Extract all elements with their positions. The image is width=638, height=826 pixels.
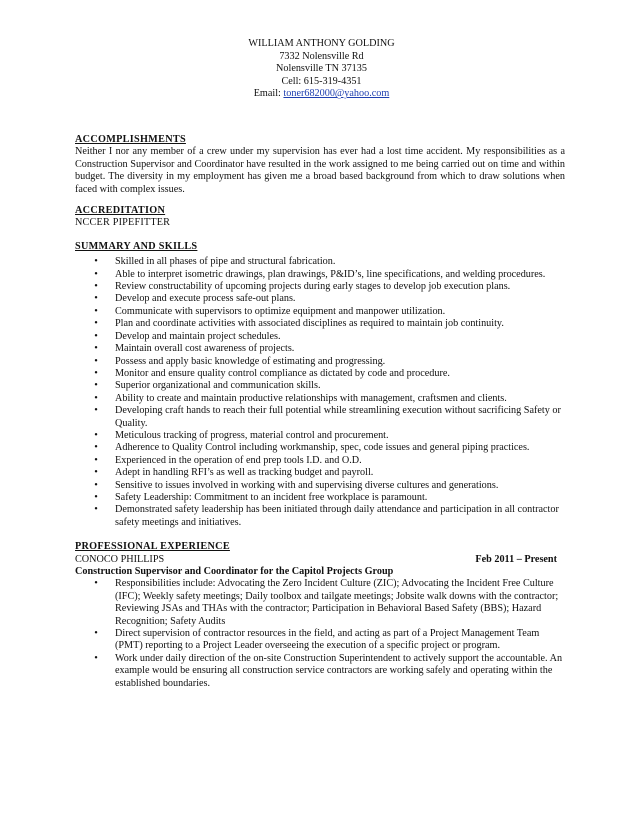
bullet-icon: •	[94, 392, 98, 404]
skills-list	[75, 256, 565, 529]
bullet-icon: •	[94, 628, 98, 640]
list-item: • Work under daily direction of the on-site Construction Superintendent to actively support the accountable. An example would be ensuring all construction service contractors are working safely and operating within the established boundaries.	[75, 653, 565, 690]
street-address: 7332 Nolensville Rd	[279, 50, 364, 62]
job-duties-list	[75, 578, 565, 690]
bullet-icon: •	[94, 330, 98, 342]
list-item: • Monitor and ensure quality control compliance as dictated by code and procedure.	[75, 368, 565, 380]
list-item: • Safety Leadership: Commitment to an incident free workplace is paramount.	[75, 492, 565, 504]
list-item: • Skilled in all phases of pipe and structural fabrication.	[75, 256, 565, 268]
list-item: • Maintain overall cost awareness of projects.	[75, 343, 565, 355]
list-item: • Responsibilities include: Advocating the Zero Incident Culture (ZIC); Advocating the Incident Free Culture (IFC); Weekly safety meetings; Daily toolbox and tailgate meetings; Jobsite walk downs with the contractor; Reviewing JSAs and THAs with the contractor; Participation in Behavioral Based Safety (BBS); Hazard Recognition; Safety Audits	[75, 578, 565, 628]
bullet-icon: •	[94, 305, 98, 317]
accreditation-text: NCCER PIPEFITTER	[75, 217, 171, 229]
bullet-icon: •	[94, 380, 98, 392]
applicant-name: WILLIAM ANTHONY GOLDING	[248, 38, 395, 49]
list-item: • Developing craft hands to reach their full potential while streamlining execution without sacrificing Safety or Quality.	[75, 405, 565, 430]
email-line	[0, 88, 638, 101]
job-title: Construction Supervisor and Coordinator for the Capitol Projects Group	[75, 566, 394, 577]
list-item: • Develop and maintain project schedules.	[75, 331, 565, 343]
bullet-icon: •	[94, 442, 98, 454]
list-item: • Plan and coordinate activities with associated disciplines as required to maintain job continuity.	[75, 318, 565, 330]
cell-phone: Cell: 615-319-4351	[281, 75, 362, 87]
list-item: • Meticulous tracking of progress, material control and procurement.	[75, 430, 565, 442]
bullet-icon: •	[94, 343, 98, 355]
bullet-icon: •	[94, 454, 98, 466]
list-item: • Communicate with supervisors to optimize equipment and manpower utilization.	[75, 306, 565, 318]
bullet-icon: •	[94, 318, 98, 330]
company-name: CONOCO PHILLIPS	[75, 553, 165, 565]
bullet-icon: •	[94, 491, 98, 503]
resume-body	[75, 134, 565, 690]
bullet-icon: •	[94, 256, 98, 268]
accreditation-heading: ACCREDITATION	[75, 205, 166, 217]
bullet-icon: •	[94, 467, 98, 479]
list-item: • Review constructability of upcoming projects during early stages to develop job execution plans.	[75, 281, 565, 293]
bullet-icon: •	[94, 479, 98, 491]
bullet-icon: •	[94, 429, 98, 441]
bullet-icon: •	[94, 504, 98, 516]
bullet-icon: •	[94, 293, 98, 305]
email-label: Email:	[253, 88, 281, 100]
list-item: • Adherence to Quality Control including workmanship, spec, code issues and general piping practices.	[75, 442, 565, 454]
accomplishments-text: Neither I nor any member of a crew under my supervision has ever had a lost time accident. My responsibilities as a Construction Supervisor and Coordinator have resulted in the work assigned to me being carried out on time and within budget. The diversity in my employment has given me a broad based background from which to draw solutions when faced with complex issues.	[75, 146, 565, 195]
bullet-icon: •	[94, 578, 98, 590]
list-item: • Direct supervision of contractor resources in the field, and acting as part of a Project Management Team (PMT) reporting to a Project Leader overseeing the execution of a specific project or program.	[75, 628, 565, 653]
list-item: • Demonstrated safety leadership has been initiated through daily attendance and participation in all contractor safety meetings and initiatives.	[75, 504, 565, 529]
experience-heading: PROFESSIONAL EXPERIENCE	[75, 541, 230, 553]
bullet-icon: •	[94, 268, 98, 280]
bullet-icon: •	[94, 281, 98, 293]
bullet-icon: •	[94, 652, 98, 664]
list-item: • Able to interpret isometric drawings, plan drawings, P&ID’s, line specifications, and welding procedures.	[75, 269, 565, 281]
bullet-icon: •	[94, 405, 98, 417]
list-item: • Ability to create and maintain productive relationships with management, craftsmen and clients.	[75, 393, 565, 405]
accomplishments-heading: ACCOMPLISHMENTS	[75, 134, 186, 145]
bullet-icon: •	[94, 355, 98, 367]
bullet-icon: •	[94, 367, 98, 379]
job-dates: Feb 2011 – Present	[475, 553, 557, 565]
list-item: • Experienced in the operation of end prep tools I.D. and O.D.	[75, 455, 565, 467]
skills-heading: SUMMARY AND SKILLS	[75, 240, 198, 252]
list-item: • Sensitive to issues involved in working with and supervising diverse cultures and generations.	[75, 480, 565, 492]
list-item: • Develop and execute process safe-out plans.	[75, 293, 565, 305]
job-header	[75, 554, 565, 566]
email-link[interactable]: toner682000@yahoo.com	[283, 88, 390, 100]
list-item: • Superior organizational and communication skills.	[75, 380, 565, 392]
city-state-zip: Nolensville TN 37135	[276, 63, 367, 75]
list-item: • Adept in handling RFI’s as well as tracking budget and payroll.	[75, 467, 565, 479]
list-item: • Possess and apply basic knowledge of estimating and progressing.	[75, 356, 565, 368]
contact-header	[0, 38, 638, 101]
